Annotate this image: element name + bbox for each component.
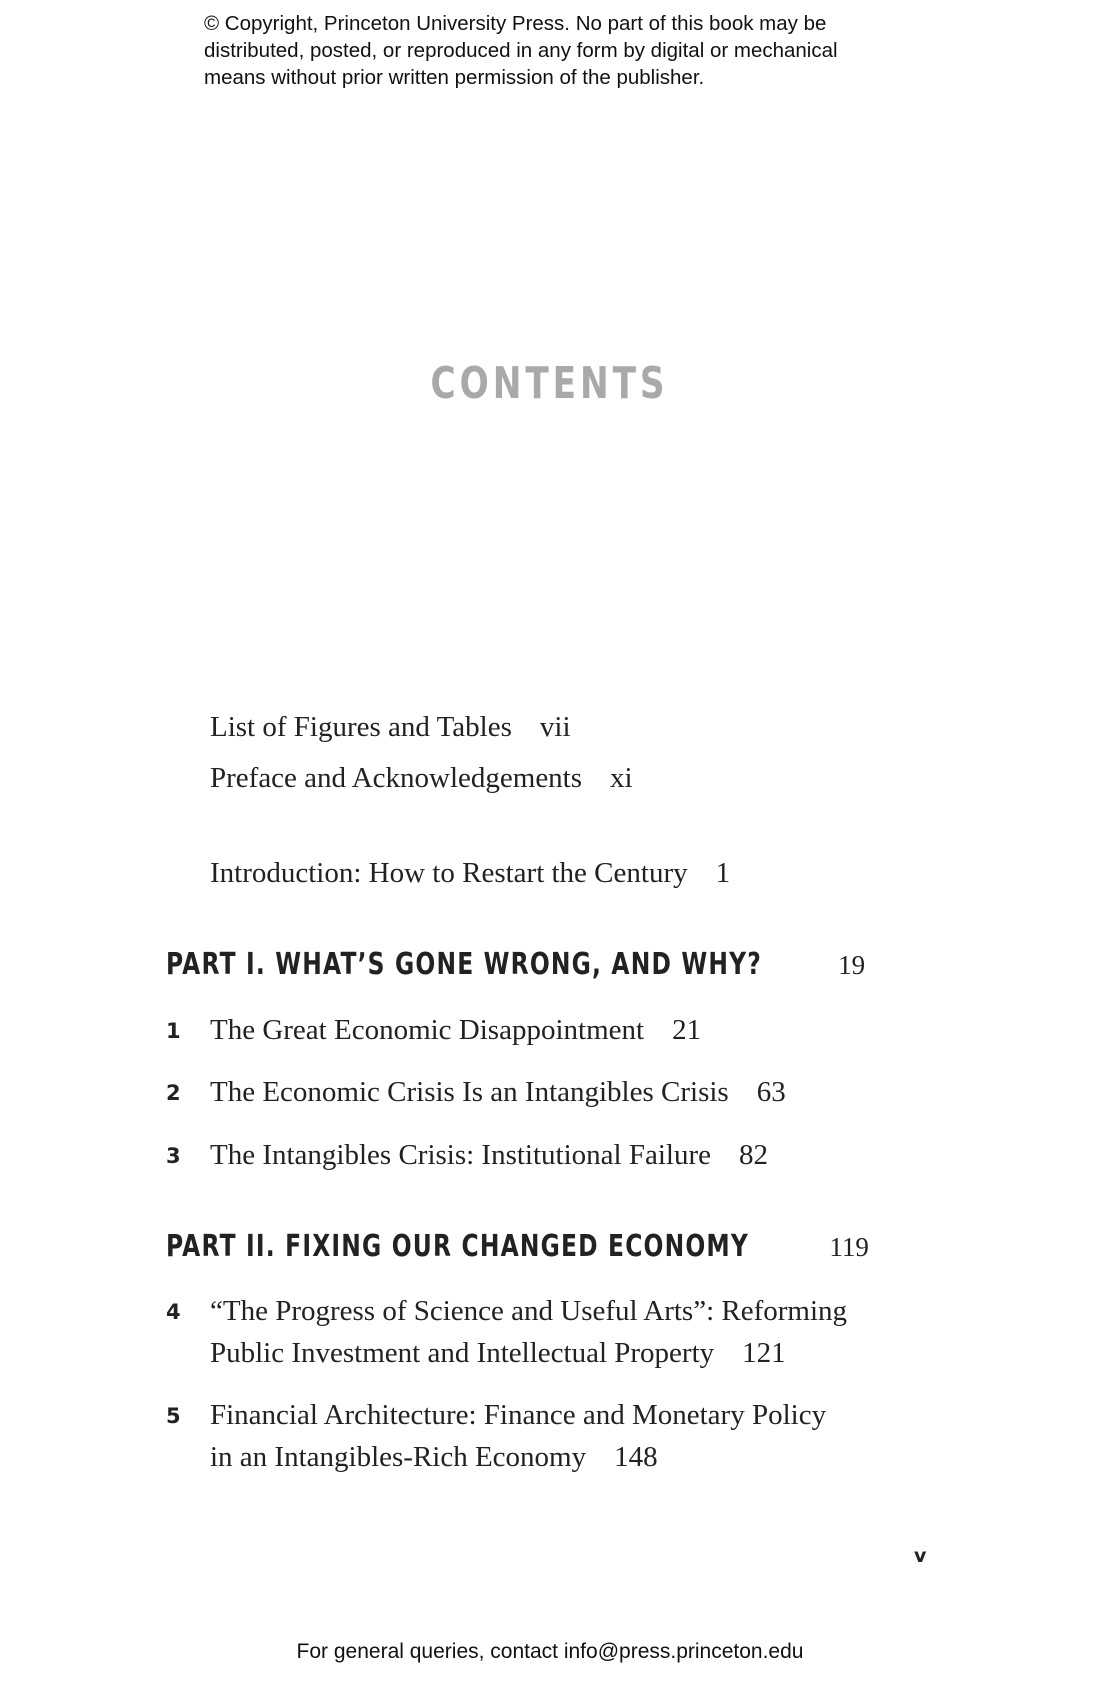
chapter-page: 82 (739, 1139, 768, 1171)
chapter-page: 148 (614, 1441, 658, 1473)
toc-entry-page: vii (539, 711, 571, 743)
part-title: PART II. FIXING OUR CHANGED ECONOMY (166, 1229, 749, 1264)
toc-entry-title: Introduction: How to Restart the Century (210, 857, 688, 889)
chapter-page: 121 (742, 1337, 786, 1369)
chapter-title-line: Public Investment and Intellectual Property (210, 1337, 715, 1369)
copyright-notice (204, 10, 924, 91)
chapter-number: 1 (166, 1019, 181, 1043)
chapter-title-line-2 (210, 1332, 930, 1374)
toc-entry-title: List of Figures and Tables (210, 711, 512, 743)
chapter-page: 63 (756, 1076, 786, 1108)
toc-entry-page: 1 (715, 857, 731, 889)
toc-entry-preface (210, 757, 633, 799)
chapter-number: 5 (166, 1404, 181, 1428)
part-heading-1 (166, 947, 865, 982)
chapter-title-line-2 (210, 1436, 930, 1478)
part-page: 119 (829, 1232, 869, 1262)
part-heading-2 (166, 1229, 869, 1264)
copyright-line: © Copyright, Princeton University Press. No part of this book may be (204, 12, 827, 35)
chapter-title (210, 1009, 930, 1051)
chapter-number: 3 (166, 1144, 181, 1168)
chapter-title (210, 1071, 930, 1113)
part-title: PART I. WHAT’S GONE WRONG, AND WHY? (166, 947, 762, 982)
page-title: CONTENTS (430, 358, 669, 409)
toc-entry-page: xi (610, 762, 633, 794)
copyright-line: means without prior written permission of the publisher. (204, 66, 705, 89)
chapter-title (210, 1134, 930, 1176)
chapter-number: 4 (166, 1300, 181, 1324)
chapter-title-line: The Great Economic Disappointment (210, 1014, 645, 1046)
chapter-page: 21 (672, 1014, 702, 1046)
toc-entry-introduction (210, 852, 730, 894)
chapter-title-line: in an Intangibles-Rich Economy (210, 1441, 587, 1473)
footer-contact: For general queries, contact info@press.princeton.edu (296, 1640, 804, 1663)
chapter-title-line: The Economic Crisis Is an Intangibles Crisis (210, 1076, 729, 1108)
chapter-title-line: The Intangibles Crisis: Institutional Failure (210, 1139, 711, 1171)
chapter-title-line-1: “The Progress of Science and Useful Arts”: Reforming (210, 1295, 848, 1327)
toc-entry-title: Preface and Acknowledgements (210, 762, 583, 794)
copyright-line: distributed, posted, or reproduced in any form by digital or mechanical (204, 39, 838, 62)
toc-entry-figures (210, 706, 571, 748)
chapter-title-line-1: Financial Architecture: Finance and Monetary Policy (210, 1399, 827, 1431)
page-folio: v (914, 1545, 927, 1567)
part-page: 19 (838, 950, 866, 980)
chapter-number: 2 (166, 1081, 181, 1105)
